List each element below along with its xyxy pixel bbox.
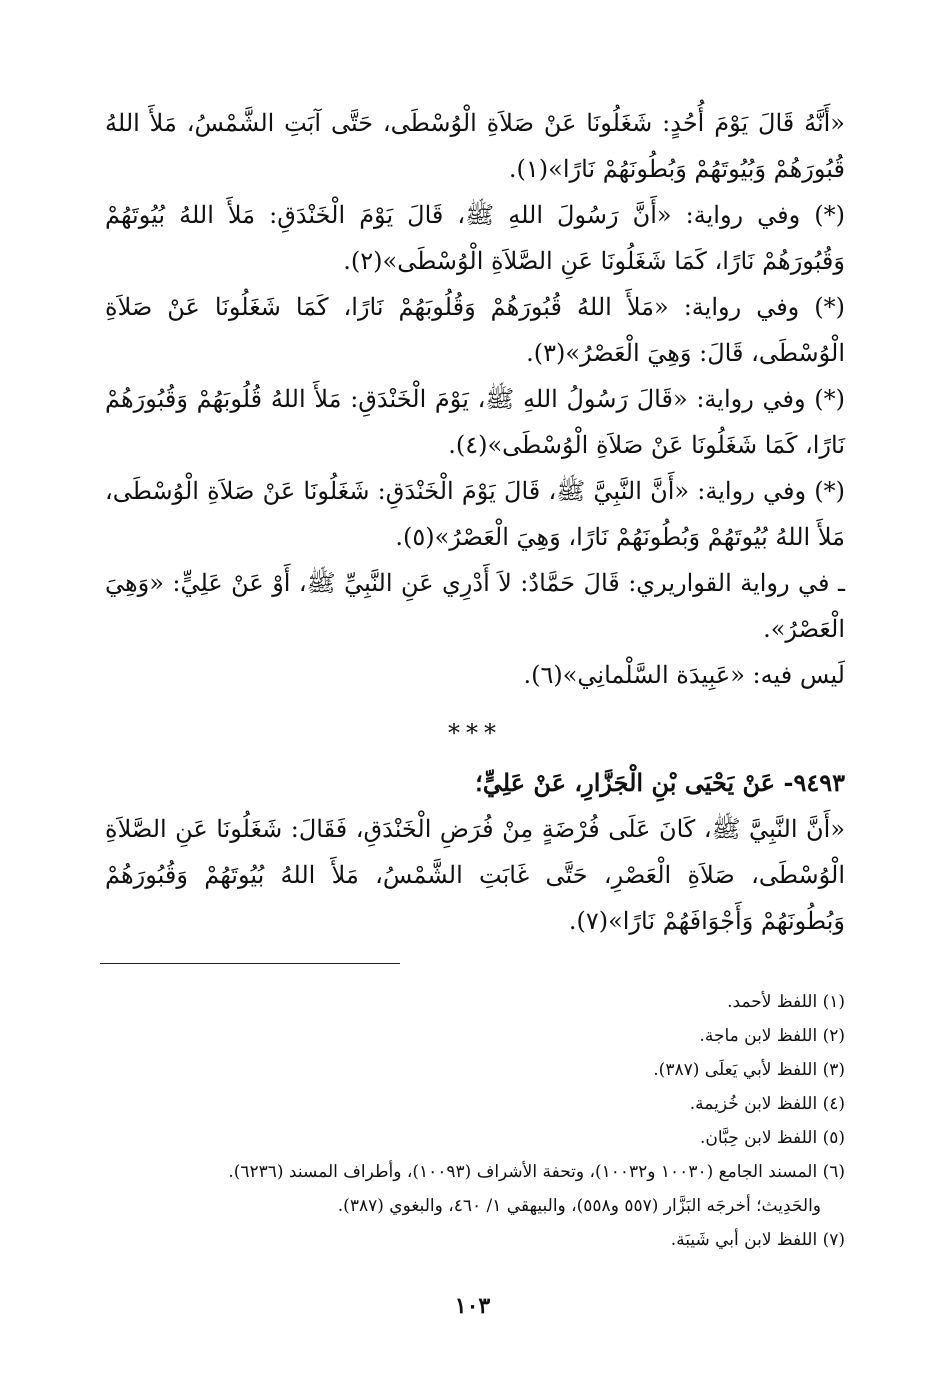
paragraph-3: (*) وفي رواية: «مَلأَ اللهُ قُبُورَهُمْ وَقُلُوبَهُمْ نَارًا، كَمَا شَغَلُونَا عَنْ صَلاَةِ الْوُسْطَى، قَالَ: وَهِيَ الْعَصْرُ»(٣). xyxy=(105,293,845,367)
footnote-6: (٦) المسند الجامع (١٠٠٣٠ و١٠٠٣٢)، وتحفة الأشراف (١٠٠٩٣)، وأطراف المسند (٦٢٣٦). xyxy=(228,1162,845,1182)
footnote-1: (١) اللفظ لأحمد. xyxy=(727,992,845,1012)
footnote-3: (٣) اللفظ لأبي يَعلَى (٣٨٧). xyxy=(653,1060,845,1080)
paragraph-6: ـ في رواية القواريري: قَالَ حَمَّادٌ: لاَ أَدْرِي عَنِ النَّبِيِّ ﷺ، أَوْ عَنْ عَلِيٍّ: «وَهِيَ الْعَصْرُ». xyxy=(105,569,845,643)
footnotes xyxy=(105,985,845,1257)
paragraph-1: «أَنَّهُ قَالَ يَوْمَ أُحُدٍ: شَغَلُونَا عَنْ صَلاَةِ الْوُسْطَى، حَتَّى آبَتِ الشَّمْسُ، مَلأَ اللهُ قُبُورَهُمْ وَبُيُوتَهُمْ وَبُطُونَهُمْ نَارًا»(١). xyxy=(105,109,845,183)
page-number: ١٠٣ xyxy=(454,1293,491,1319)
footnote-2: (٢) اللفظ لابن ماجة. xyxy=(699,1026,845,1046)
section-separator: *** xyxy=(448,719,502,747)
footnote-7: (٧) اللفظ لابن أبي شَيبَة. xyxy=(670,1230,845,1250)
footnote-divider xyxy=(100,963,400,964)
paragraph-7: لَيس فيه: «عَبِيدَة السَّلْمانِي»(٦). xyxy=(523,661,845,689)
paragraph-4: (*) وفي رواية: «قَالَ رَسُولُ اللهِ ﷺ، يَوْمَ الْخَنْدَقِ: مَلأَ اللهُ قُلُوبَهُمْ وَقُبُورَهُمْ نَارًا، كَمَا شَغَلُونَا عَنْ صَلاَةِ الْوُسْطَى»(٤). xyxy=(105,385,845,459)
hadith-heading: ٩٤٩٣- عَنْ يَحْيَى بْنِ الْجَزَّارِ، عَنْ عَلِيٍّ؛ xyxy=(475,768,845,797)
footnote-5: (٥) اللفظ لابن حِبَّان. xyxy=(700,1128,845,1148)
hadith-text: «أَنَّ النَّبِيَّ ﷺ، كَانَ عَلَى فُرْضَةٍ مِنْ فُرَضِ الْخَنْدَقِ، فَقَالَ: شَغَلُونَا عَنِ الصَّلاَةِ الْوُسْطَى، صَلاَةِ الْعَصْرِ، حَتَّى غَابَتِ الشَّمْسُ، مَلأَ اللهُ بُيُوتَهُمْ وَقُبُورَهُمْ وَبُطُونَهُمْ وَأَجْوَافَهُمْ نَارًا»(٧). xyxy=(105,815,845,935)
footnote-6-continued: والحَدِيث؛ أخرجَه البَزَّار (٥٥٧ و٥٥٨)، والبيهقي ١/ ٤٦٠، والبغوي (٣٨٧). xyxy=(337,1196,821,1216)
paragraph-2: (*) وفي رواية: «أَنَّ رَسُولَ اللهِ ﷺ، قَالَ يَوْمَ الْخَنْدَقِ: مَلأَ اللهُ بُيُوتَهُمْ وَقُبُورَهُمْ نَارًا، كَمَا شَغَلُونَا عَنِ الصَّلاَةِ الْوُسْطَى»(٢). xyxy=(105,201,845,275)
paragraph-5: (*) وفي رواية: «أَنَّ النَّبِيَّ ﷺ، قَالَ يَوْمَ الْخَنْدَقِ: شَغَلُونَا عَنْ صَلاَةِ الْوُسْطَى، مَلأَ اللهُ بُيُوتَهُمْ وَبُطُونَهُمْ نَارًا، وَهِيَ الْعَصْرُ»(٥). xyxy=(105,477,845,551)
main-text xyxy=(105,100,845,944)
footnote-4: (٤) اللفظ لابن خُزيمة. xyxy=(689,1094,845,1114)
